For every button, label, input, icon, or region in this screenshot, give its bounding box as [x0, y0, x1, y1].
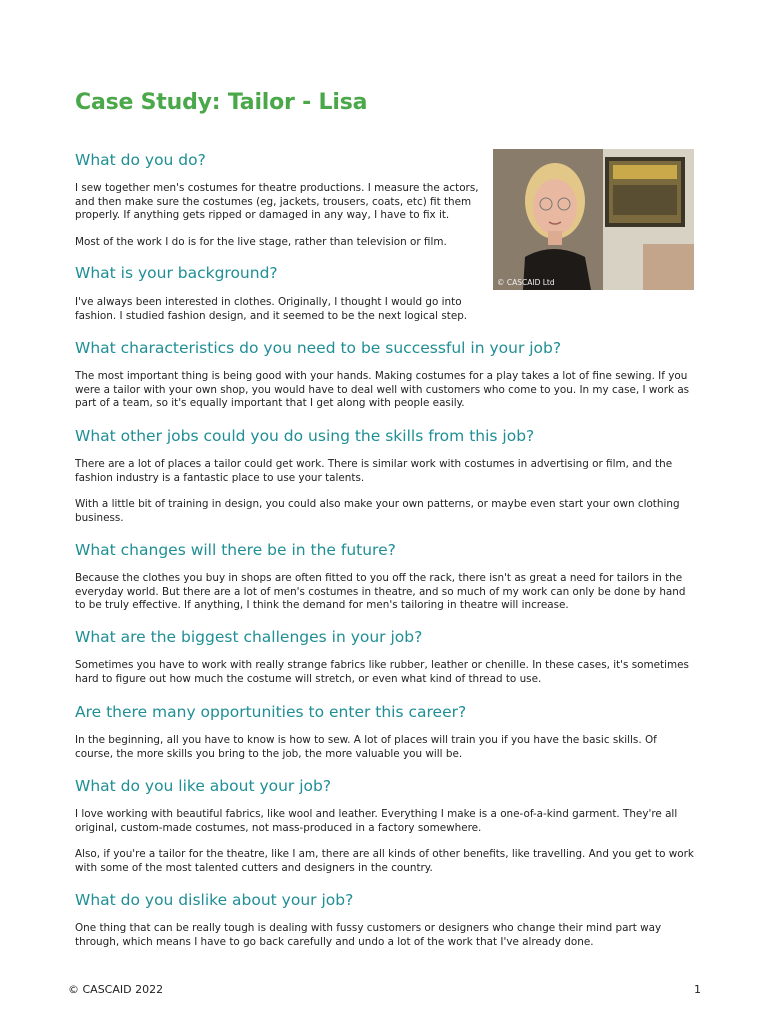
section-heading: What do you like about your job? [75, 777, 332, 795]
section-heading: Are there many opportunities to enter this career? [75, 703, 467, 721]
section-paragraph: The most important thing is being good with your hands. Making costumes for a play takes a lot of fine sewing. If you were a tailor with your own shop, you would have to deal well with customers who come to you. In my case, I work as part of a team, so it's equally important that I get along with people easily. [75, 370, 690, 410]
section-heading: What is your background? [75, 264, 278, 282]
section-paragraph: I love working with beautiful fabrics, like wool and leather. Everything I make is a one-of-a-kind garment. They're all original, custom-made costumes, not mass-produced in a factory somewhere. [75, 808, 678, 834]
page-title: Case Study: Tailor - Lisa [75, 90, 368, 115]
section-paragraph: One thing that can be really tough is dealing with fussy customers or designers who change their mind part way through, which means I have to go back carefully and undo a lot of the work that I've already done. [75, 922, 662, 948]
section-heading: What do you do? [75, 151, 206, 169]
section-paragraph: Sometimes you have to work with really strange fabrics like rubber, leather or chenille. In these cases, it's sometimes hard to figure out how much the costume will stretch, or even what kind of thread to use. [75, 659, 689, 685]
section-paragraph: I've always been interested in clothes. Originally, I thought I would go into fashion. I studied fashion design, and it seemed to be the next logical step. [75, 296, 468, 322]
section-paragraph: There are a lot of places a tailor could get work. There is similar work with costumes in advertising or film, and the fashion industry is a fantastic place to use your talents. [75, 458, 673, 484]
portrait-photo [493, 149, 694, 290]
section-heading: What other jobs could you do using the skills from this job? [75, 427, 535, 445]
section-heading: What changes will there be in the future? [75, 541, 396, 559]
section-paragraph: Also, if you're a tailor for the theatre, like I am, there are all kinds of other benefits, like travelling. And you get to work with some of the most talented cutters and designers in the country. [75, 848, 694, 874]
section-paragraph: Most of the work I do is for the live stage, rather than television or film. [75, 236, 447, 248]
section-paragraph: With a little bit of training in design, you could also make your own patterns, or maybe even start your own clothing business. [75, 498, 680, 524]
section-paragraph: Because the clothes you buy in shops are often fitted to you off the rack, there isn't as great a need for tailors in the everyday world. But there are a lot of men's costumes in theatre, and so much of my work can only be done by hand to be truly effective. If anything, I think the demand for men's tailoring in theatre will increase. [75, 572, 686, 612]
footer-page-number: 1 [694, 983, 701, 996]
photo-credit: © CASCAID Ltd [497, 278, 555, 287]
footer-copyright: © CASCAID 2022 [68, 983, 164, 996]
section-heading: What characteristics do you need to be successful in your job? [75, 339, 562, 357]
portrait-illustration [493, 149, 694, 290]
section-paragraph: I sew together men's costumes for theatre productions. I measure the actors, and then make sure the costumes (eg, jackets, trousers, coats, etc) fit them properly. If anything gets ripped or damaged in any way, I have to fix it. [75, 182, 479, 222]
section-heading: What do you dislike about your job? [75, 891, 354, 909]
section-paragraph: In the beginning, all you have to know is how to sew. A lot of places will train you if you have the basic skills. Of course, the more skills you bring to the job, the more valuable you will be. [75, 734, 657, 760]
section-heading: What are the biggest challenges in your job? [75, 628, 423, 646]
